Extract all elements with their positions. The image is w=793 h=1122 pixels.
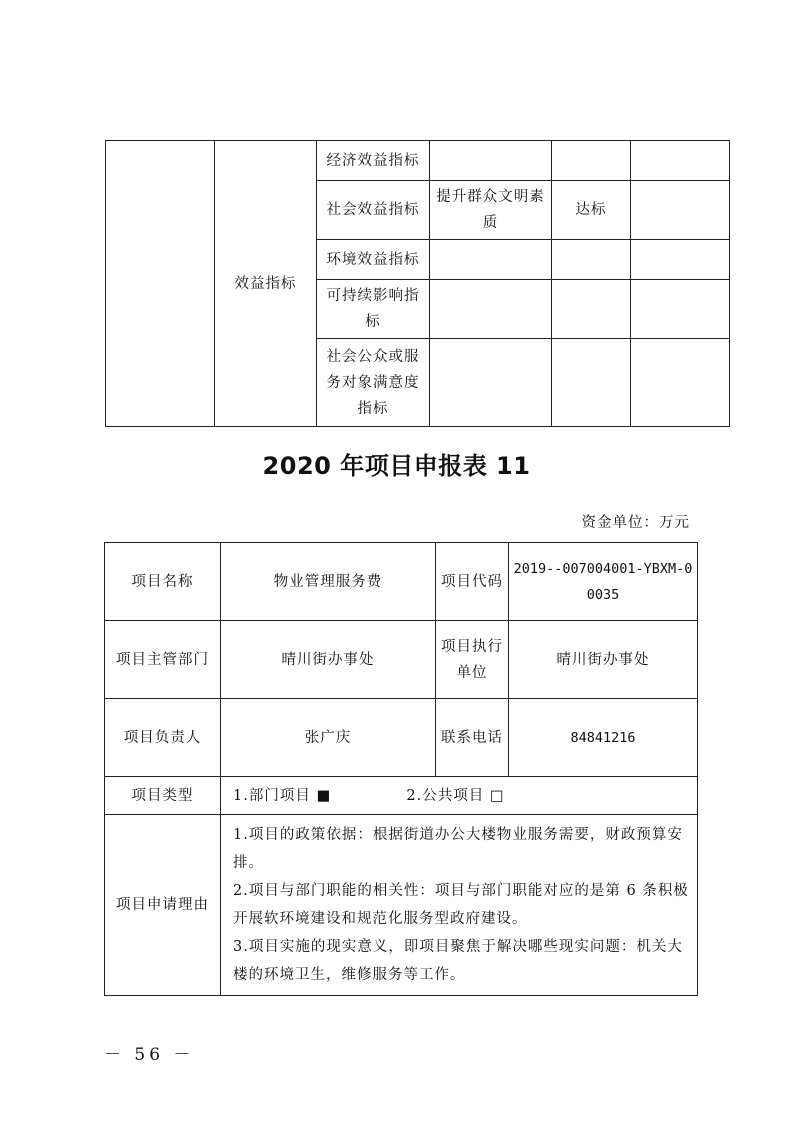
category-cell: 效益指标 — [215, 141, 317, 427]
project-table — [104, 542, 698, 996]
indicator-value: 达标 — [552, 181, 631, 240]
indicator-value — [552, 339, 631, 427]
indicator-value — [552, 240, 631, 280]
indicator-value — [552, 280, 631, 339]
indicator-name: 社会效益指标 — [317, 181, 430, 240]
field-label: 项目类型 — [105, 777, 221, 815]
page-title: 2020 年项目申报表 11 — [262, 452, 531, 480]
indicator-value — [552, 141, 631, 181]
table-row — [106, 141, 730, 181]
indicator-content — [430, 339, 552, 427]
field-label: 项目主管部门 — [105, 621, 221, 699]
indicator-table — [105, 140, 730, 427]
funding-unit: 资金单位：万元 — [581, 515, 690, 531]
table-row — [105, 543, 698, 621]
field-label: 项目执行单位 — [436, 621, 509, 699]
application-reason — [221, 815, 698, 996]
indicator-name: 经济效益指标 — [317, 141, 430, 181]
field-label: 项目负责人 — [105, 699, 221, 777]
indicator-extra — [631, 181, 730, 240]
reason-line: 2.项目与部门职能的相关性：项目与部门职能对应的是第 6 条积极开展软环境建设和规范化服务型政府建设。 — [233, 883, 689, 927]
indicator-content — [430, 280, 552, 339]
table-row — [105, 699, 698, 777]
project-code: 2019--007004001-YBXM-00035 — [509, 543, 698, 621]
indicator-content — [430, 240, 552, 280]
table-row — [105, 621, 698, 699]
empty-cell — [106, 141, 215, 427]
page-number: － 56 － — [104, 1045, 195, 1065]
reason-line: 3.项目实施的现实意义，即项目聚焦于解决哪些现实问题：机关大楼的环境卫生，维修服务等工作。 — [233, 939, 683, 983]
table-row — [105, 815, 698, 996]
indicator-name: 环境效益指标 — [317, 240, 430, 280]
supervising-dept: 晴川街办事处 — [221, 621, 436, 699]
field-label: 项目名称 — [105, 543, 221, 621]
indicator-content — [430, 141, 552, 181]
indicator-extra — [631, 339, 730, 427]
table-row — [105, 777, 698, 815]
executing-unit: 晴川街办事处 — [509, 621, 698, 699]
type-option-dept: 1.部门项目 — [233, 787, 311, 804]
indicator-content: 提升群众文明素质 — [430, 181, 552, 240]
reason-line: 1.项目的政策依据：根据街道办公大楼物业服务需要，财政预算安排。 — [233, 827, 683, 871]
phone-number: 84841216 — [509, 699, 698, 777]
checked-box-icon: ■ — [316, 787, 332, 804]
project-type — [221, 777, 698, 815]
field-label: 项目代码 — [436, 543, 509, 621]
field-label: 联系电话 — [436, 699, 509, 777]
field-label: 项目申请理由 — [105, 815, 221, 996]
indicator-name: 可持续影响指标 — [317, 280, 430, 339]
project-lead: 张广庆 — [221, 699, 436, 777]
indicator-extra — [631, 240, 730, 280]
indicator-extra — [631, 141, 730, 181]
project-name: 物业管理服务费 — [221, 543, 436, 621]
indicator-extra — [631, 280, 730, 339]
unchecked-box-icon: □ — [489, 787, 505, 804]
indicator-name: 社会公众或服务对象满意度指标 — [317, 339, 430, 427]
type-option-public: 2.公共项目 — [406, 787, 485, 804]
